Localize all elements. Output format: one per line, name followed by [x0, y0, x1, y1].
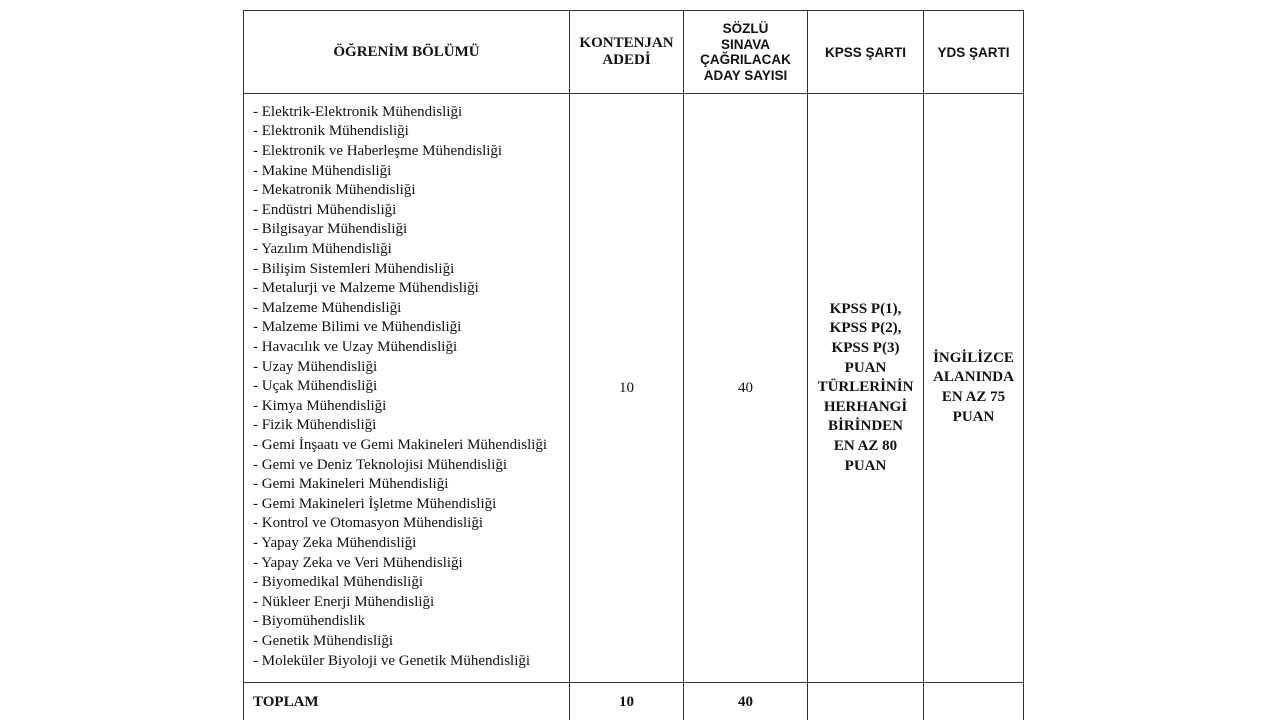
data-row [244, 94, 1024, 683]
total-sozlu-cell [684, 683, 808, 720]
list-item: - Bilişim Sistemleri Mühendisliği [253, 260, 455, 277]
header-row [244, 11, 1024, 94]
list-item: - Malzeme Bilimi ve Mühendisliği [253, 319, 462, 336]
header-kontenjan [570, 11, 684, 94]
header-kontenjan-line1: KONTENJAN [579, 35, 674, 51]
list-item: - Endüstri Mühendisliği [253, 201, 397, 218]
total-yds-cell [924, 683, 1024, 720]
yds-requirement-line: PUAN [952, 408, 995, 425]
header-kontenjan-line2: ADEDİ [602, 52, 651, 68]
kpss-requirement-line: KPSS P(1), [829, 300, 902, 317]
list-item: - Nükleer Enerji Mühendisliği [253, 593, 435, 610]
list-item: - Gemi İnşaatı ve Gemi Makineleri Mühendisliği [253, 436, 548, 453]
department-cell [244, 94, 570, 683]
list-item: - Uçak Mühendisliği [253, 378, 378, 395]
list-item: - Elektronik ve Haberleşme Mühendisliği [253, 143, 503, 160]
kpss-requirement-line: KPSS P(2), [829, 320, 902, 337]
kpss-requirement-line: HERHANGİ [823, 398, 908, 415]
list-item: - Genetik Mühendisliği [253, 632, 393, 649]
header-yds-sarti [924, 11, 1024, 94]
list-item: - Yazılım Mühendisliği [253, 241, 392, 258]
list-item: - Fizik Mühendisliği [253, 417, 377, 434]
list-item: - Gemi Makineleri İşletme Mühendisliği [253, 495, 497, 512]
total-kontenjan-value: 10 [619, 693, 634, 710]
kpss-requirement-line: KPSS P(3) [831, 340, 900, 357]
list-item: - Metalurji ve Malzeme Mühendisliği [253, 280, 479, 297]
yds-requirement-line: EN AZ 75 [941, 389, 1006, 405]
kpss-requirement-line: PUAN [844, 457, 887, 474]
header-sozlu-line4: ADAY SAYISI [703, 67, 788, 83]
yds-requirement-line: ALANINDA [933, 369, 1014, 386]
kpss-requirement-text [808, 300, 923, 476]
total-label: TOPLAM [253, 693, 319, 710]
list-item: - Elektrik-Elektronik Mühendisliği [253, 103, 463, 120]
kpss-requirement-line: EN AZ 80 [833, 437, 898, 454]
header-sozlu-line3: ÇAĞRILACAK [700, 52, 791, 67]
total-row [244, 683, 1024, 720]
list-item: - Biyomühendislik [253, 613, 366, 630]
kpss-requirement-line: TÜRLERİNİN [817, 379, 914, 396]
header-kpss-sarti-text: KPSS ŞARTI [824, 44, 906, 60]
list-item: - Gemi Makineleri Mühendisliği [253, 476, 449, 493]
header-yds-sarti-text: YDS ŞARTI [937, 44, 1010, 60]
list-item: - Havacılık ve Uzay Mühendisliği [253, 339, 458, 356]
list-item: - Kontrol ve Otomasyon Mühendisliği [253, 515, 483, 532]
total-kontenjan-cell [570, 683, 684, 720]
header-kpss-sarti [808, 11, 924, 94]
list-item: - Biyomedikal Mühendisliği [253, 574, 423, 591]
kontenjan-value: 10 [619, 379, 634, 396]
total-sozlu-value: 40 [738, 693, 753, 710]
header-ogrenim-bolumu-text: ÖĞRENİM BÖLÜMÜ [333, 43, 480, 60]
list-item: - Makine Mühendisliği [253, 162, 392, 179]
list-item: - Kimya Mühendisliği [253, 397, 387, 414]
list-item: - Moleküler Biyoloji ve Genetik Mühendisliği [253, 652, 531, 669]
list-item: - Mekatronik Mühendisliği [253, 182, 416, 199]
list-item: - Yapay Zeka ve Veri Mühendisliği [253, 554, 463, 571]
sozlu-value: 40 [738, 379, 753, 396]
header-sozlu-line1: SÖZLÜ [722, 21, 769, 36]
list-item: - Gemi ve Deniz Teknolojisi Mühendisliği [253, 456, 508, 473]
sozlu-cell [684, 94, 808, 683]
list-item: - Elektronik Mühendisliği [253, 123, 409, 140]
yds-requirement-cell [924, 94, 1024, 683]
list-item: - Yapay Zeka Mühendisliği [253, 534, 417, 551]
yds-requirement-text [924, 349, 1023, 427]
total-label-cell [244, 683, 570, 720]
list-item: - Bilgisayar Mühendisliği [253, 221, 408, 238]
header-sozlu [684, 11, 808, 94]
total-kpss-cell [808, 683, 924, 720]
kontenjan-cell [570, 94, 684, 683]
list-item: - Uzay Mühendisliği [253, 358, 378, 375]
header-ogrenim-bolumu [244, 11, 570, 94]
kpss-requirement-line: PUAN [844, 359, 887, 376]
quota-table [243, 10, 1024, 720]
list-item: - Malzeme Mühendisliği [253, 299, 402, 316]
kpss-requirement-line: BİRİNDEN [827, 418, 903, 435]
yds-requirement-line: İNGİLİZCE [933, 349, 1014, 366]
department-list [244, 95, 569, 681]
header-sozlu-line2: SINAVA [720, 36, 770, 52]
kpss-requirement-cell [808, 94, 924, 683]
